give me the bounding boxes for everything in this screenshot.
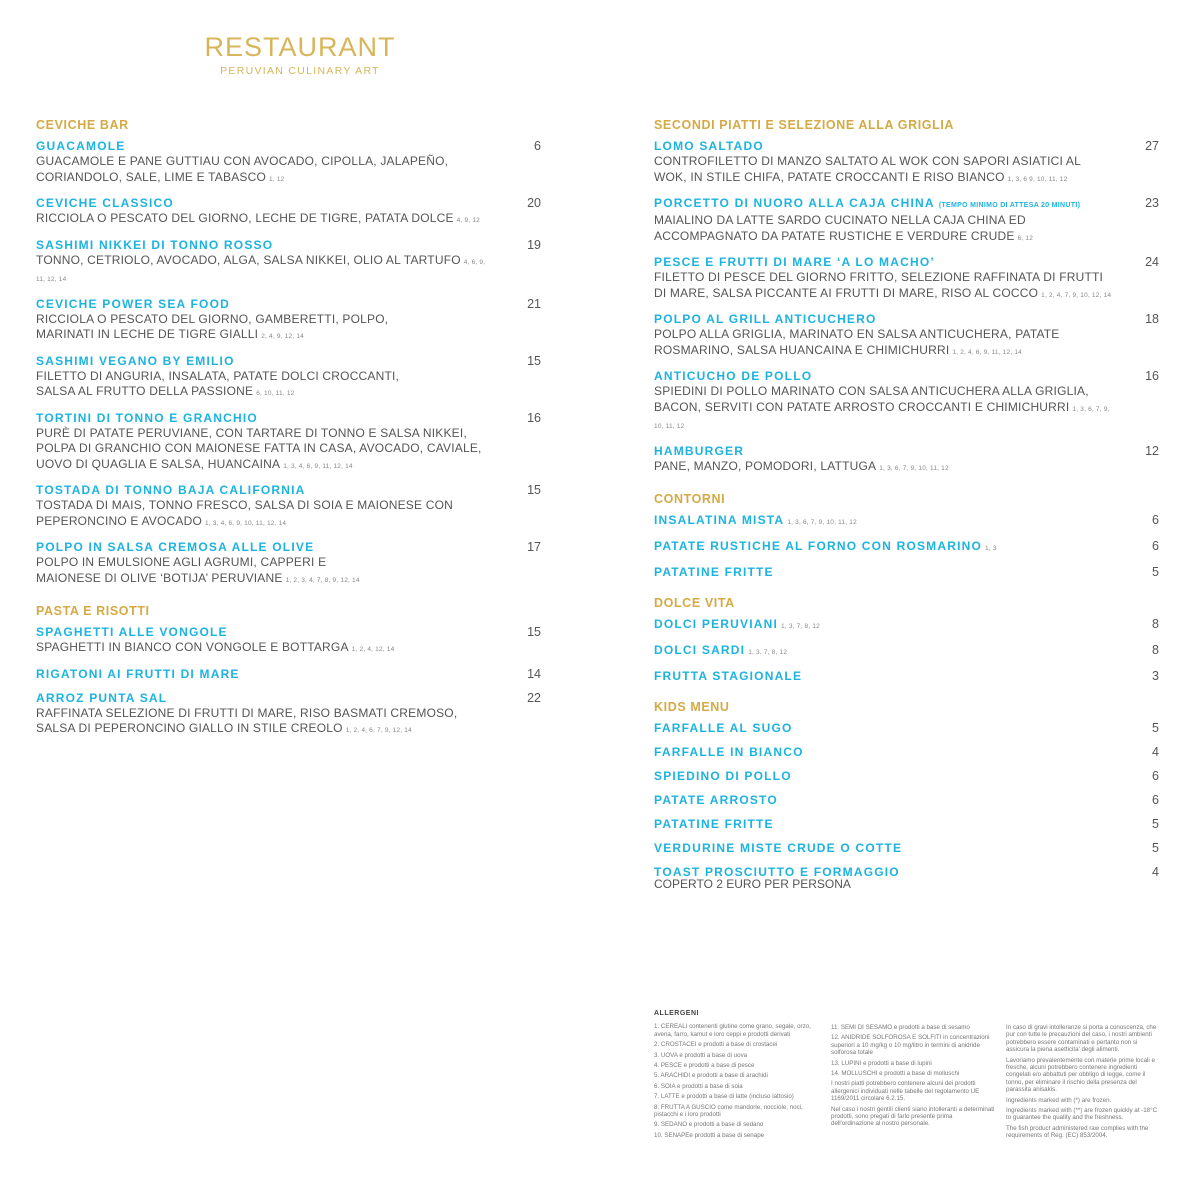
item-allergens: 1, 3, 7, 8, 12 [781,623,820,630]
menu-item [36,139,541,187]
item-price: 27 [1145,139,1159,153]
section-heading: KIDS MENU [654,700,730,714]
item-price: 3 [1152,669,1159,683]
item-allergens: 4, 6, 9, 11, 12, 14 [36,258,486,283]
menu-item [654,444,1159,477]
item-price: 21 [527,296,541,311]
item-description: RICCIOLA O PESCATO DEL GIORNO, LECHE DE TIGRE, PATATA DOLCE [36,211,454,225]
menu-item [654,793,1159,808]
item-allergens: 1, 12 [269,175,285,183]
item-price: 15 [527,483,541,497]
item-price: 23 [1145,196,1159,210]
allergen-note: I nostri piatti potrebbero contenere alcuni dei prodotti allergenici individuati nelle tabelle del regolamento UE 1169/2011 circolare 6.2.15. [831,1080,980,1103]
item-name: CEVICHE POWER SEA FOOD [36,296,230,311]
item-price: 5 [1152,565,1159,579]
item-price: 12 [1145,443,1159,458]
allergen-note: The fish product administered raw complies with the requirements of Reg. (EC) 853/2004. [1006,1124,1149,1140]
allergen-note: Ingredients marked with (*) are frozen. [1006,1096,1112,1104]
item-price: 6 [1152,769,1159,783]
item-allergens: 1, 2, 3, 4, 7, 8, 9, 12, 14 [285,576,360,584]
item-name: ARROZ PUNTA SAL [36,690,168,705]
allergen-note: Nel caso i nostri gentili clienti siano intolleranti a determinati prodotti, sono pregati di farlo presente prima dell'ordinazione al nostro personale. [831,1105,995,1128]
item-price: 17 [527,540,541,554]
item-name: SPAGHETTI ALLE VONGOLE [36,625,228,639]
item-price: 8 [1152,643,1159,657]
item-name: LOMO SALTADO [654,139,764,153]
section-heading: PASTA E RISOTTI [36,604,150,618]
section-heading: DOLCE VITA [654,596,735,610]
section-heading: CEVICHE BAR [36,118,129,132]
item-name: INSALATINA MISTA [654,513,785,527]
menu-item [36,297,541,345]
item-price: 5 [1152,841,1159,855]
allergens-column-3 [1006,1024,1161,1143]
item-price: 6 [1152,793,1159,807]
menu-item [36,238,541,288]
menu-item [654,369,1159,435]
item-allergens: 1, 2, 4, 7, 9, 10, 12, 14 [1041,291,1112,299]
item-name: TORTINI DI TONNO E GRANCHIO [36,410,258,425]
menu-item [654,617,1159,634]
item-description: PURÈ DI PATATE PERUVIANE, CON TARTARE DI TONNO E SALSA NIKKEI, POLPA DI GRANCHIO CON MAIONESE FATTA IN CASA, AVOCADO, CAVIALE, UOVO DI QUAGLIA E SALSA, HUANCAINA [36,425,482,471]
item-name: RIGATONI AI FRUTTI DI MARE [36,666,240,681]
item-price: 5 [1152,817,1159,831]
item-name: FARFALLE IN BIANCO [654,745,804,759]
item-allergens: 2, 4, 9, 12, 14 [261,333,304,340]
allergen-note: 3. UOVA e prodotti a base di uova [654,1051,748,1059]
cover-charge: COPERTO 2 EURO PER PERSONA [654,877,851,891]
item-price: 15 [527,353,541,368]
right-column [654,116,1159,880]
menu-item [654,196,1159,246]
item-description: FILETTO DI ANGURIA, INSALATA, PATATE DOLCI CROCCANTI, SALSA AL FRUTTO DELLA PASSIONE [36,368,400,398]
item-name: POLPO IN SALSA CREMOSA ALLE OLIVE [36,540,315,554]
allergens-column-2 [831,1024,996,1131]
item-allergens: 1, 3, 4, 6, 9, 11, 12, 14 [283,462,353,470]
item-description: RAFFINATA SELEZIONE DI FRUTTI DI MARE, RISO BASMATI CREMOSO, SALSA DI PEPERONCINO GIALLO IN STILE CREOLO [36,705,458,735]
allergen-note: 14. MOLLUSCHI e prodotti a base di molluschi [831,1070,960,1078]
allergen-note: Lavoriamo prevalentemente con materie prime locali e fresche, alcuni potrebbero contenere ingredienti congelati e/o abbattuti per obbligo di legge, come il tonno, per eliminare il rischio della presenza del parassita anisakis. [1006,1056,1155,1094]
item-allergens: 1, 2, 4, 12, 14 [351,646,395,653]
item-price: 5 [1152,721,1159,735]
item-name: GUACAMOLE [36,139,126,153]
item-description: MAIALINO DA LATTE SARDO CUCINATO NELLA CAJA CHINA ED ACCOMPAGNATO DA PATATE RUSTICHE E VERDURE CRUDE [654,213,1026,243]
item-name: TOSTADA DI TONNO BAJA CALIFORNIA [36,483,306,497]
item-name: SASHIMI NIKKEI DI TONNO ROSSO [36,237,274,252]
section-heading: CONTORNI [654,492,726,506]
allergens-title: ALLERGENI [654,1010,699,1017]
menu-item [654,643,1159,660]
item-name: FRUTTA STAGIONALE [654,669,803,683]
item-allergens: 1, 2, 4, 6, 9, 11, 12, 14 [952,348,1022,356]
menu-item [36,540,541,588]
menu-item [654,721,1159,736]
item-name: DOLCI PERUVIANI [654,617,779,631]
allergen-note: 4. PESCE e prodotti a base di pesce [654,1062,755,1070]
allergen-note: Ingredients marked with (**) are frozen quickly at -18°C to guarantee the quality and the freshness. [1006,1107,1158,1122]
item-allergens: 6, 12 [1017,234,1034,242]
menu-item [36,196,541,229]
item-name: FARFALLE AL SUGO [654,721,793,735]
item-name: SASHIMI VEGANO BY EMILIO [36,353,235,368]
allergen-note: 12. ANIDRIDE SOLFOROSA E SOLFITI in concentrazioni superiori a 10 mg/kg o 10 mg/litro in termini di anidride solforosa totale [831,1034,990,1057]
item-description: CONTROFILETTO DI MANZO SALTATO AL WOK CON SAPORI ASIATICI AL WOK, IN STILE CHIFA, PATATE CROCCANTI E RISO BIANCO [654,154,1081,184]
item-description: TOSTADA DI MAIS, TONNO FRESCO, SALSA DI SOIA E MAIONESE CON PEPERONCINO E AVOCADO [36,498,454,528]
menu-item [654,817,1159,832]
menu-item [36,483,541,531]
item-name: PESCE E FRUTTI DI MARE ‘A LO MACHO’ [654,255,935,269]
menu-item [654,669,1159,684]
menu-item [654,745,1159,760]
allergen-note: In caso di gravi intolleranze si porta a conoscenza, che pur con tutte le precauzioni del caso, i nostri ambienti potrebbero essere contaminati e pertanto non si assicura la piena asetticita' degli alimenti. [1006,1024,1157,1054]
item-description: RICCIOLA O PESCATO DEL GIORNO, GAMBERETTI, POLPO, MARINATI IN LECHE DE TIGRE GIALLI [36,311,389,341]
menu-item [654,841,1159,856]
menu-item [654,513,1159,530]
menu-item [654,565,1159,580]
allergen-note: 13. LUPINI e prodotti a base di lupini [831,1059,932,1067]
menu-item [654,539,1159,556]
item-name: CEVICHE CLASSICO [36,196,174,210]
item-price: 6 [534,139,541,153]
item-allergens: 1, 3, 6 9, 10, 11, 12 [1007,175,1068,183]
menu-item [654,312,1159,360]
item-price: 4 [1152,865,1159,879]
item-description: PANE, MANZO, POMODORI, LATTUGA [654,458,877,473]
item-price: 8 [1152,617,1159,631]
menu-item [36,411,541,475]
item-price: 19 [527,237,541,252]
item-description: POLPO IN EMULSIONE AGLI AGRUMI, CAPPERI E MAIONESE DI OLIVE ‘BOTIJA’ PERUVIANE [36,555,327,585]
allergen-note: 5. ARACHIDI e prodotti a base di arachidi [654,1072,768,1080]
item-allergens: 1, 3, 6, 7, 9, 10, 11, 12 [787,519,857,526]
menu-item [36,625,541,658]
item-price: 4 [1152,745,1159,759]
item-name: PATATE RUSTICHE AL FORNO CON ROSMARINO [654,539,983,553]
allergen-note: 10. SENAPEe prodotti a base di senape [654,1131,765,1139]
menu-item [36,667,541,682]
item-name: PATATE ARROSTO [654,793,778,807]
item-description: SPAGHETTI IN BIANCO CON VONGOLE E BOTTARGA [36,640,349,654]
item-name: TOAST PROSCIUTTO E FORMAGGIO [654,865,900,879]
item-price: 18 [1145,312,1159,326]
item-note: (TEMPO MINIMO DI ATTESA 20 MINUTI) [938,202,1081,209]
item-price: 16 [527,410,541,425]
item-allergens: 1, 3 [985,545,997,552]
item-price: 6 [1152,539,1159,553]
item-price: 14 [527,666,541,681]
restaurant-title: RESTAURANT [204,32,396,62]
item-price: 16 [1145,369,1159,383]
allergen-note: 1. CEREALI contenenti glutine come grano, segale, orzo, avena, farro, kamut e loro ceppi e prodotti derivati [654,1023,811,1038]
item-description: GUACAMOLE E PANE GUTTIAU CON AVOCADO, CIPOLLA, JALAPEÑO, CORIANDOLO, SALE, LIME E TABASCO [36,154,449,184]
item-name: PORCETTO DI NUORO ALLA CAJA CHINA [654,196,935,210]
restaurant-subtitle: PERUVIAN CULINARY ART [220,65,380,77]
section-heading: SECONDI PIATTI E SELEZIONE ALLA GRIGLIA [654,118,955,132]
allergens-column-1 [654,1010,824,1142]
item-name: PATATINE FRITTE [654,565,774,579]
restaurant-logo [200,30,400,78]
left-column [36,116,541,739]
allergen-note: 9. SEDANO e prodotti a base di sedano [654,1121,764,1129]
menu-item [654,139,1159,187]
item-name: POLPO AL GRILL ANTICUCHERO [654,312,877,326]
item-allergens: 1, 3, 4, 6, 9, 10, 11, 12, 14 [205,519,287,527]
item-allergens: 1, 3, 6, 7, 9, 10, 11, 12 [879,464,949,472]
item-allergens: 6, 10, 11, 12 [256,390,295,397]
item-allergens: 1, 3, 7, 8, 12 [748,649,788,656]
item-price: 15 [527,625,541,639]
item-name: DOLCI SARDI [654,643,746,657]
item-name: VERDURINE MISTE CRUDE O COTTE [654,841,903,855]
item-name: SPIEDINO DI POLLO [654,769,792,783]
item-description: TONNO, CETRIOLO, AVOCADO, ALGA, SALSA NIKKEI, OLIO AL TARTUFO [36,252,461,267]
item-price: 6 [1152,513,1159,527]
item-allergens: 1, 2, 4, 6, 7, 9, 12, 14 [345,727,412,734]
allergen-note: 8. FRUTTA A GUSCIO come mandorle, nocciole, noci, pistacchi e i loro prodotti [654,1103,803,1119]
item-allergens: 1, 3, 6, 7, 9, 10, 11, 12 [654,405,1110,430]
item-description: FILETTO DI PESCE DEL GIORNO FRITTO, SELEZIONE RAFFINATA DI FRUTTI DI MARE, SALSA PICCANTE AI FRUTTI DI MARE, RISO AL COCCO [654,270,1104,300]
menu-item [36,354,541,402]
item-name: PATATINE FRITTE [654,817,774,831]
menu-item [36,691,541,739]
allergen-note: 2. CROSTACEI e prodotti a base di crostacei [654,1041,778,1049]
item-allergens: 4, 9, 12 [456,217,480,224]
item-name: HAMBURGER [654,443,745,458]
allergen-note: 7. LATTE e prodotti a base di latte (incluso lattosio) [654,1093,794,1101]
item-name: ANTICUCHO DE POLLO [654,369,813,383]
item-description: SPIEDINI DI POLLO MARINATO CON SALSA ANTICUCHERA ALLA GRIGLIA, BACON, SERVITI CON PATATE ARROSTO CROCCANTI E CHIMICHURRI [654,384,1089,414]
item-price: 24 [1145,255,1159,269]
item-price: 20 [527,196,541,210]
menu-item [654,255,1159,303]
menu-item [654,769,1159,784]
item-price: 22 [527,690,541,705]
allergen-note: 11. SEMI DI SESAMO e prodotti a base di sesamo [831,1024,970,1031]
item-description: POLPO ALLA GRIGLIA, MARINATO EN SALSA ANTICUCHERA, PATATE ROSMARINO, SALSA HUANCAINA E CHIMICHURRI [654,327,1060,357]
allergen-note: 6. SOIA e prodotti a base di soia [654,1082,743,1090]
